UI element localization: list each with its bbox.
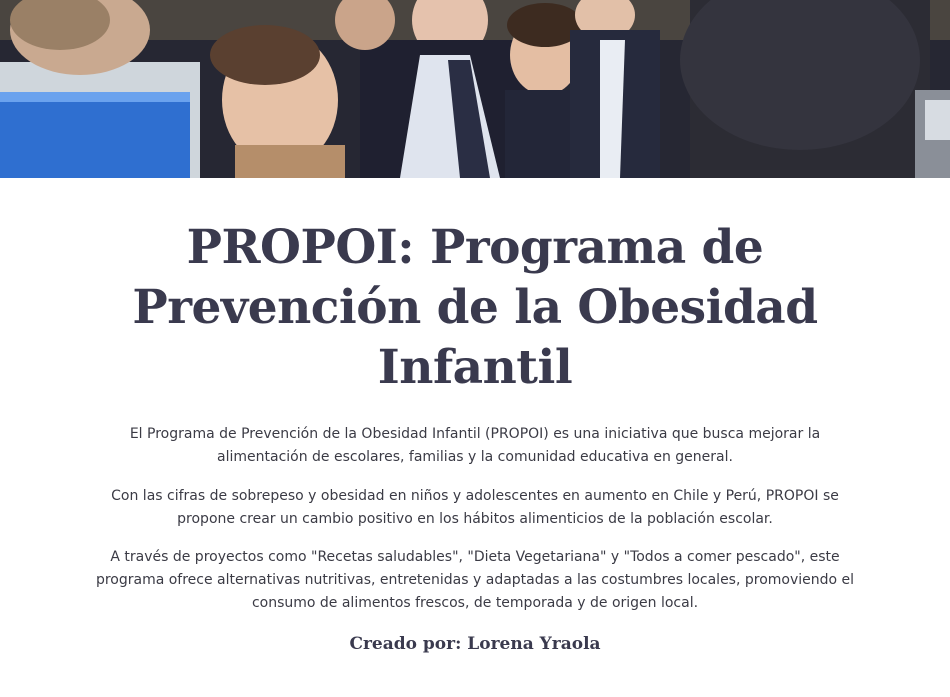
page-title: PROPOI: Programa de Prevención de la Obesidad Infantil xyxy=(132,220,818,395)
projects-paragraph: A través de proyectos como "Recetas saludables", "Dieta Vegetariana" y "Todos a comer pescado", este programa ofrece alternativas nutritivas, entretenidas y adaptadas a las costumbres locales, promoviendo el consumo de alimentos frescos, de temporada y de origen local. xyxy=(95,549,855,611)
article xyxy=(0,178,950,697)
schoolchildren-photo xyxy=(0,0,950,178)
hero-image xyxy=(0,0,950,178)
author-credit: Creado por: Lorena Yraola xyxy=(349,634,601,654)
intro-paragraph: El Programa de Prevención de la Obesidad Infantil (PROPOI) es una iniciativa que busca mejorar la alimentación de escolares, familias y la comunidad educativa en general. xyxy=(129,426,821,465)
context-paragraph: Con las cifras de sobrepeso y obesidad en niños y adolescentes en aumento en Chile y Perú, PROPOI se propone crear un cambio positivo en los hábitos alimenticios de la población escolar. xyxy=(111,488,839,527)
